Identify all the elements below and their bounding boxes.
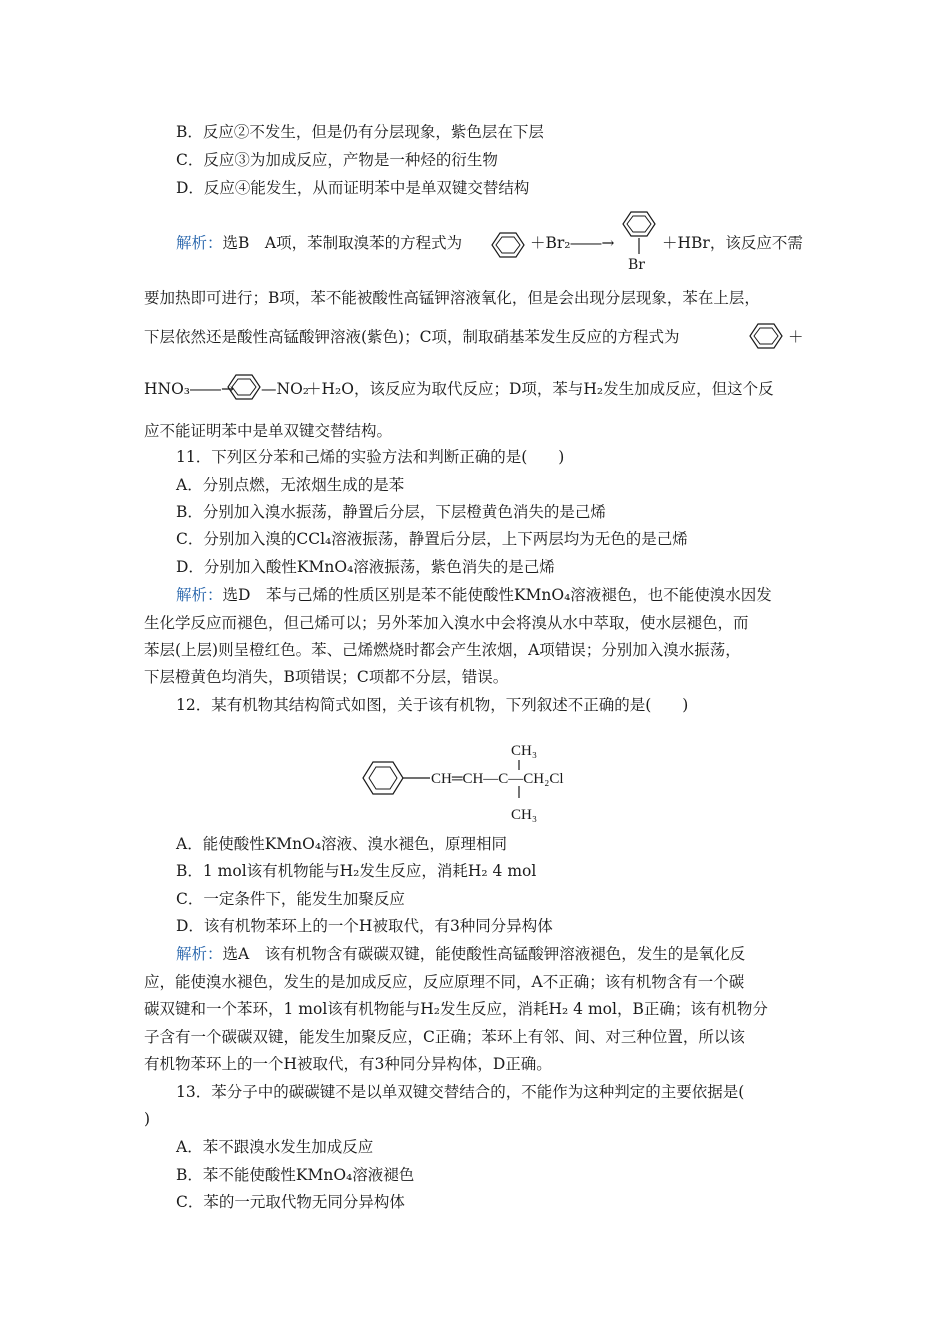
q13-option-b: B．苯不能使酸性KMnO₄溶液褪色 [176, 1166, 415, 1184]
q12-option-d: D．该有机物苯环上的一个H被取代，有3种同分异构体 [176, 917, 553, 935]
q10-option-c: C．反应③为加成反应，产物是一种烃的衍生物 [176, 151, 498, 169]
q11-stem: 11．下列区分苯和己烯的实验方法和判断正确的是( ) [176, 448, 565, 466]
q11-option-b: B．分别加入溴水振荡，静置后分层，下层橙黄色消失的是己烯 [176, 503, 606, 521]
answer-label: 解析： [176, 945, 223, 963]
benzene-structure-1 [491, 230, 525, 260]
answer-label: 解析： [176, 586, 223, 604]
q11-answer-line3: 苯层(上层)则呈橙红色。苯、己烯燃烧时都会产生浓烟，A项错误；分别加入溴水振荡， [144, 641, 741, 659]
q12-answer-line1 [176, 943, 745, 965]
q11-answer-line1 [176, 584, 772, 606]
q13-stem-line2: ) [144, 1110, 151, 1128]
q10-answer-line4a: HNO₃――→ [144, 380, 234, 398]
q12-answer-line4: 子含有一个碳碳双键，能发生加聚反应，C正确；苯环上有邻、间、对三种位置，所以该 [144, 1028, 745, 1046]
ch3-top: CH₃ [511, 743, 538, 759]
bromo-bond [637, 238, 641, 254]
q10-answer-line2: 要加热即可进行；B项，苯不能被酸性高锰钾溶液氧化，但是会出现分层现象，苯在上层， [144, 289, 760, 307]
bromo-label: Br [628, 257, 645, 273]
q12-structure-formula [360, 735, 600, 827]
nitrobenzene-ring [227, 372, 261, 402]
bromobenzene-ring [622, 208, 656, 240]
q10-answer-line3b: ＋ [788, 328, 804, 346]
q12-option-c: C．一定条件下，能发生加聚反应 [176, 890, 405, 908]
answer-text: 选A 该有机物含有碳碳双键，能使酸性高锰酸钾溶液褪色，发生的是氧化反 [222, 945, 746, 963]
q12-option-a: A．能使酸性KMnO₄溶液、溴水褪色，原理相同 [176, 835, 508, 853]
q10-answer-line1a [176, 232, 462, 254]
q10-answer-line5: 应不能证明苯中是单双键交替结构。 [144, 422, 393, 440]
q11-option-c: C．分别加入溴的CCl₄溶液振荡，静置后分层，上下两层均为无色的是己烯 [176, 530, 688, 548]
q11-option-a: A．分别点燃，无浓烟生成的是苯 [176, 476, 405, 494]
q13-option-a: A．苯不跟溴水发生加成反应 [176, 1138, 374, 1156]
q12-answer-line3: 碳双键和一个苯环，1 mol该有机物能与H₂发生反应，消耗H₂ 4 mol，B正确；该有机物分 [144, 1000, 768, 1018]
q12-answer-line2: 应，能使溴水褪色，发生的是加成反应，反应原理不同，A不正确；该有机物含有一个碳 [144, 973, 745, 991]
q10-option-d: D．反应④能发生，从而证明苯中是单双键交替结构 [176, 179, 530, 197]
answer-label: 解析： [176, 234, 223, 252]
q12-answer-line5: 有机物苯环上的一个H被取代，有3种同分异构体，D正确。 [144, 1055, 552, 1073]
q10-answer-line4b: —NO₂ [261, 380, 309, 398]
answer-text: 选B A项，苯制取溴苯的方程式为 [222, 234, 463, 252]
q10-answer-line1c: ＋HBr，该反应不需 [662, 234, 803, 252]
answer-text: 选D 苯与己烯的性质区别是苯不能使酸性KMnO₄溶液褪色，也不能使溴水因发 [222, 586, 772, 604]
q10-answer-line4c: ＋H₂O，该反应为取代反应；D项，苯与H₂发生加成反应，但这个反 [306, 380, 774, 398]
q12-option-b: B．1 mol该有机物能与H₂发生反应，消耗H₂ 4 mol [176, 862, 537, 880]
ch3-bottom: CH₃ [511, 807, 538, 823]
benzene-inner-ring [369, 767, 397, 789]
q11-option-d: D．分别加入酸性KMnO₄溶液振荡，紫色消失的是己烯 [176, 558, 555, 576]
q10-answer-line1b: ＋Br₂――→ [530, 234, 615, 252]
benzene-structure-2 [749, 321, 783, 351]
q10-option-b: B．反应②不发生，但是仍有分层现象，紫色层在下层 [176, 123, 544, 141]
q11-answer-line2: 生化学反应而褪色，但己烯可以；另外苯加入溴水中会将溴从水中萃取，使水层褪色，而 [144, 614, 749, 632]
main-chain: CH═CH—C—CH₂Cl [431, 771, 564, 787]
q13-stem-line1: 13．苯分子中的碳碳键不是以单双键交替结合的，不能作为这种判定的主要依据是( [176, 1083, 745, 1101]
q13-option-c: C．苯的一元取代物无同分异构体 [176, 1193, 405, 1211]
q10-answer-line3a: 下层依然还是酸性高锰酸钾溶液(紫色)；C项，制取硝基苯发生反应的方程式为 [144, 328, 680, 346]
q11-answer-line4: 下层橙黄色均消失，B项错误；C项都不分层，错误。 [144, 668, 509, 686]
q12-stem: 12．某有机物其结构简式如图，关于该有机物，下列叙述不正确的是( ) [176, 696, 689, 714]
